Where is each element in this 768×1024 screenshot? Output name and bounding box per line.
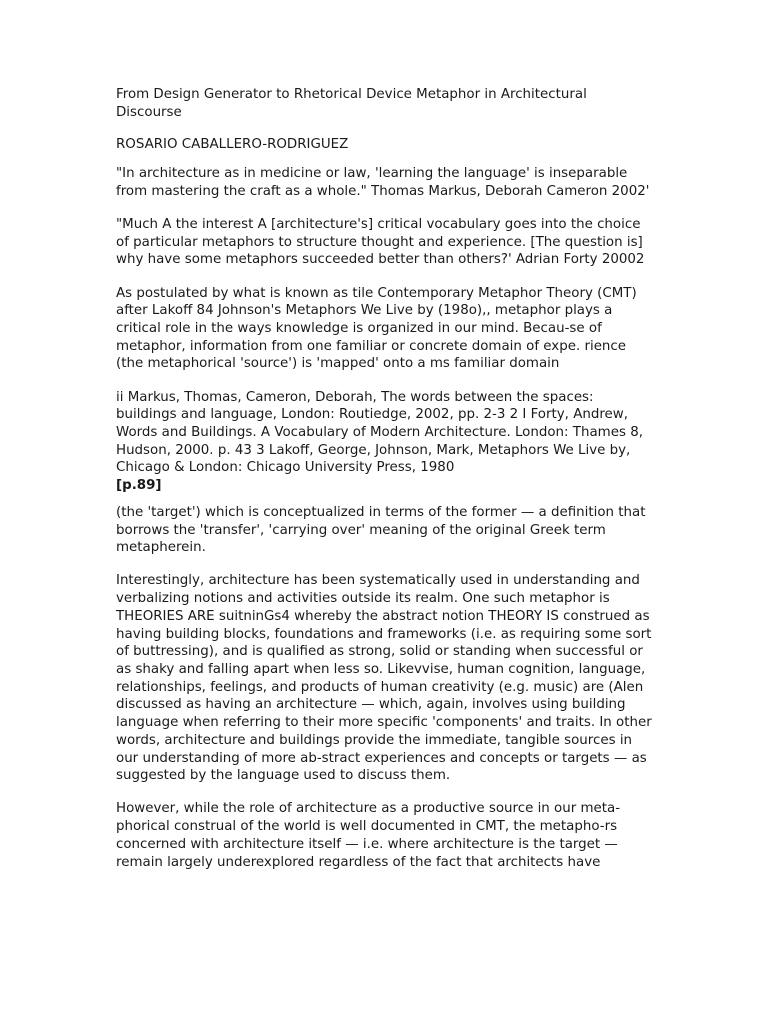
epigraph-markus-cameron: "In architecture as in medicine or law, 'learning the language' is inseparable from mastering the craft as a whole." Thomas Markus, Deborah Cameron 2002': [116, 166, 650, 199]
footnotes-block: [116, 389, 656, 495]
footnotes-text: ii Markus, Thomas, Cameron, Deborah, The words between the spaces: buildings and language, London: Routiedge, 2002, pp. 2-3 2 I Forty, Andrew, Words and Buildings. A Vocabulary of Modern Architecture. London: Thames 8, Hudson, 2000. p. 43 3 Lakoff, George, Johnson, Mark, Metaphors We Live by, Chicago & London: Chicago University Press, 1980: [116, 389, 643, 476]
document-author: ROSARIO CABALLERO-RODRIGUEZ: [116, 137, 349, 153]
page-marker: [p.89]: [116, 478, 162, 494]
epigraph-forty: "Much A the interest A [architecture's] critical vocabulary goes into the choice of particular metaphors to structure thought and experience. [The question is] why have some metaphors succeeded better than others?' Adrian Forty 20002: [116, 217, 645, 268]
paragraph-architecture-as-source: Interestingly, architecture has been systematically used in understanding and verbalizing notions and activities outside its realm. One such metaphor is THEORIES ARE suitninGs4 whereby the abstract notion THEORY IS construed as having building blocks, foundations and frameworks (i.e. as requiring some sort of buttressing), and is qualified as strong, solid or standing when successful or as shaky and falling apart when less so. Likevvise, human cognition, language, relationships, feelings, and products of human creativity (e.g. music) are (Alen discussed as having an architecture — which, again, involves using building language when referring to their more specific 'components' and traits. In other words, architecture and buildings provide the immediate, tangible sources in our understanding of more ab-stract experiences and concepts or targets — as suggested by the language used to discuss them.: [116, 573, 652, 784]
document-title: From Design Generator to Rhetorical Device Metaphor in Architectural Discourse: [116, 87, 587, 120]
paragraph-cmt-intro: As postulated by what is known as tile Contemporary Metaphor Theory (CMT) after Lakoff 84 Johnson's Metaphors We Live by (198o),, metaphor plays a critical role in the ways knowledge is organized in our mind. Becau-se of metaphor, information from one familiar or concrete domain of expe. rience (the metaphorical 'source') is 'mapped' onto a ms familiar domain: [116, 285, 637, 372]
paragraph-architecture-as-target: However, while the role of architecture as a productive source in our meta-phorical construal of the world is well documented in CMT, the metapho-rs concerned with architecture itself — i.e. where architecture is the target — remain largely underexplored regardless of the fact that architects have: [116, 801, 621, 870]
paragraph-target-definition: (the 'target') which is conceptualized in terms of the former — a definition that borrows the 'transfer', 'carrying over' meaning of the original Greek term metapherein.: [116, 504, 646, 556]
document-body: [116, 86, 656, 887]
